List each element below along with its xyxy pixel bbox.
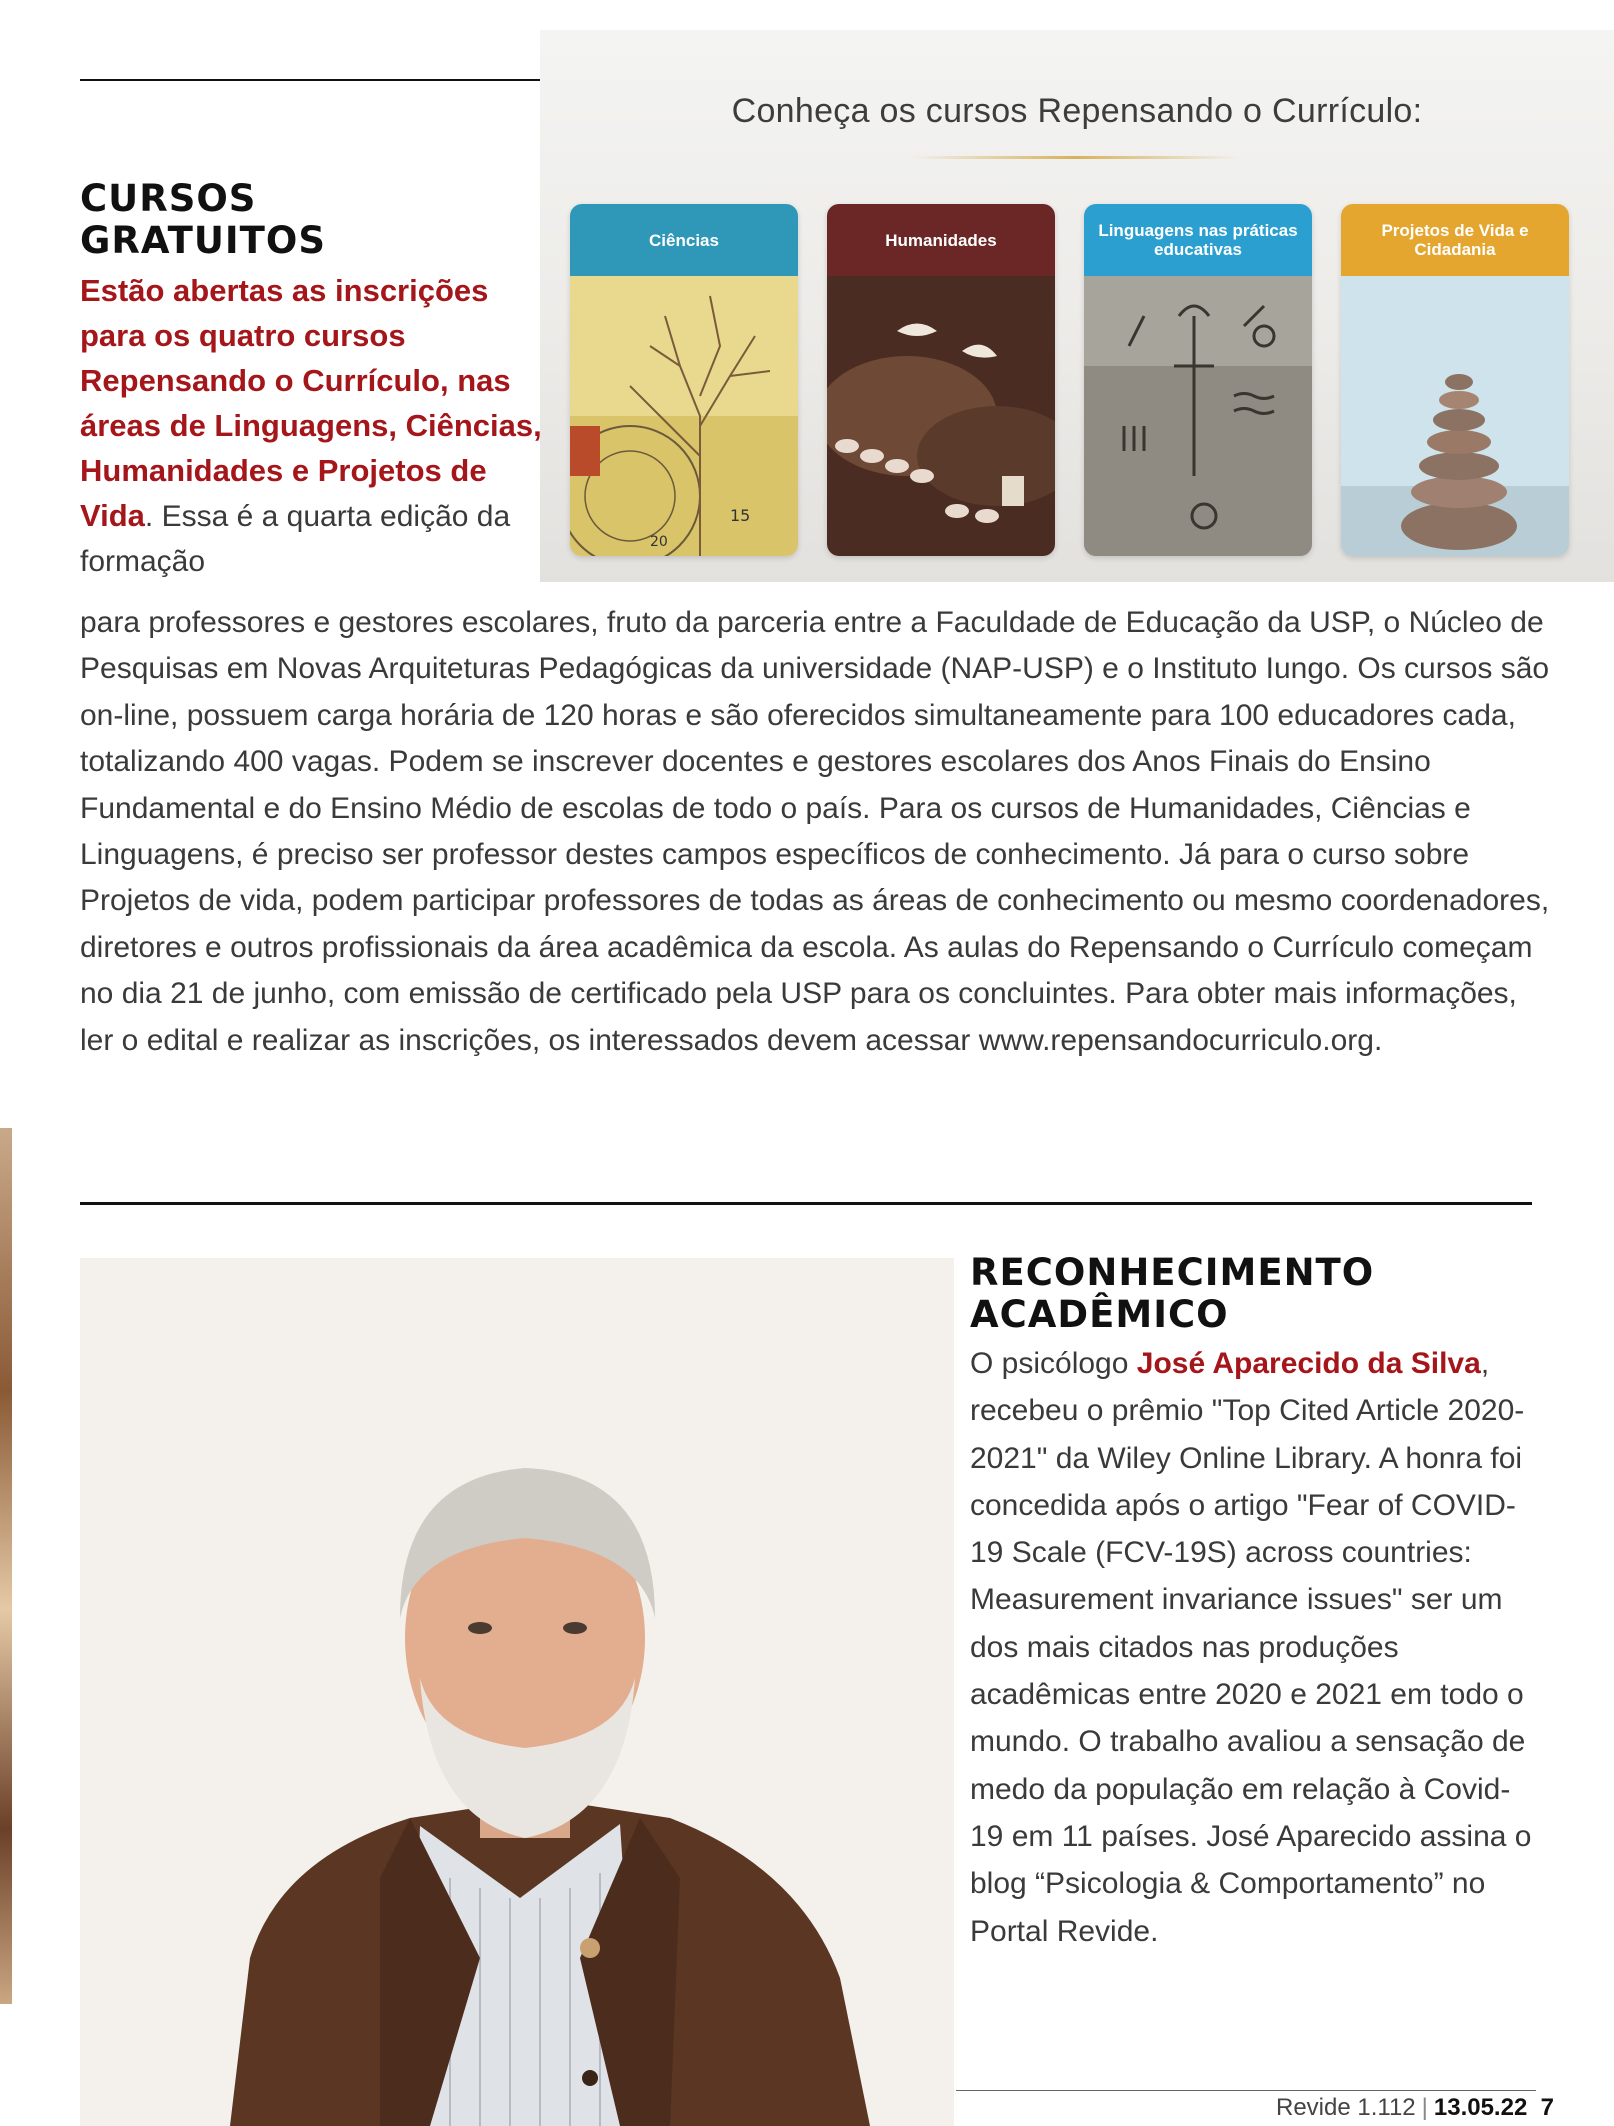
card-image-petroglyphs bbox=[1084, 276, 1312, 556]
card-image-hands bbox=[827, 276, 1055, 556]
page-footer bbox=[1276, 2094, 1554, 2122]
card-humanidades bbox=[827, 204, 1055, 556]
portrait-photo bbox=[80, 1258, 954, 2126]
reconhecimento-title-line1: RECONHECIMENTO bbox=[970, 1251, 1375, 1294]
person-name: José Aparecido da Silva bbox=[1136, 1347, 1481, 1380]
courses-image bbox=[540, 30, 1614, 582]
reconhecimento-section bbox=[970, 1252, 1540, 1955]
cursos-title-line2: GRATUITOS bbox=[80, 219, 327, 262]
footer-rule bbox=[956, 2090, 1536, 2091]
cursos-lead-tail: . Essa é a quarta edição da formação bbox=[80, 500, 511, 578]
cursos-lead-highlight: Estão abertas as inscrições para os quatro cursos Repensando o Currículo, nas áreas de Linguagens, Ciências, Humanidades e Projetos de Vida bbox=[80, 273, 542, 533]
card-linguagens bbox=[1084, 204, 1312, 556]
card-label: Humanidades bbox=[827, 204, 1055, 276]
card-label: Linguagens nas práticas educativas bbox=[1084, 204, 1312, 276]
card-image-stacked-stones bbox=[1341, 276, 1569, 556]
svg-text:20: 20 bbox=[650, 534, 668, 550]
cursos-lead-paragraph bbox=[80, 268, 550, 584]
cursos-title-line1: CURSOS bbox=[80, 177, 257, 220]
card-projetos-de-vida bbox=[1341, 204, 1569, 556]
cursos-body-text: para professores e gestores escolares, fruto da parceria entre a Faculdade de Educação da USP, o Núcleo de Pesquisas em Novas Arquiteturas Pedagógicas da universidade (NAP-USP) e o Instituto Iungo. Os cursos são on-line, possuem carga horária de 120 horas e são oferecidos simultaneamente para 100 educadores cada, totalizando 400 vagas. Podem se inscrever docentes e gestores escolares dos Anos Finais do Ensino Fundamental e do Ensino Médio de escolas de todo o país. Para os cursos de Humanidades, Ciências e Linguagens, é preciso ser professor destes campos específicos de conhecimento. Já para o curso sobre Projetos de vida, podem participar professores de todas as áreas de conhecimento ou mesmo coordenadores, diretores e outros profissionais da área acadêmica da escola. As aulas do Repensando o Currículo começam no dia 21 de junho, com emissão de certificado pela USP para os concluintes. Para obter mais informações, ler o edital e realizar as inscrições, os interessados devem acessar www.repensandocurriculo.org. bbox=[80, 606, 1550, 1057]
reconhecimento-title-line2: ACADÊMICO bbox=[970, 1293, 1229, 1336]
card-image-tree bbox=[570, 276, 798, 556]
footer-separator: | bbox=[1421, 2094, 1428, 2121]
courses-image-title: Conheça os cursos Repensando o Currículo: bbox=[731, 92, 1423, 130]
section-divider bbox=[80, 1202, 1532, 1205]
publication-name: Revide 1.112 bbox=[1275, 2094, 1416, 2121]
issue-date: 13.05.22 bbox=[1433, 2094, 1528, 2121]
page-number: 7 bbox=[1540, 2094, 1554, 2121]
card-label: Projetos de Vida e Cidadania bbox=[1341, 204, 1569, 276]
card-label: Ciências bbox=[570, 204, 798, 276]
top-rule bbox=[80, 79, 542, 81]
svg-text:15: 15 bbox=[730, 506, 751, 525]
adjacent-page-bleed bbox=[0, 1128, 12, 2004]
gold-divider bbox=[910, 156, 1240, 159]
reconhecimento-body bbox=[970, 1340, 1540, 1955]
card-ciencias bbox=[570, 204, 798, 556]
reconhecimento-text: , recebeu o prêmio "Top Cited Article 2020-2021" da Wiley Online Library. A honra foi concedida após o artigo "Fear of COVID-19 Scale (FCV-19S) across countries: Measurement invariance issues" ser um dos mais citados nas produções acadêmicas entre 2020 e 2021 em todo o mundo. O trabalho avaliou a sensação de medo da população em relação à Covid-19 em 11 países. José Aparecido assina o blog “Psicologia & Comportamento” no Portal Revide. bbox=[970, 1347, 1532, 1948]
cursos-heading bbox=[80, 178, 326, 262]
reconhecimento-intro: O psicólogo bbox=[970, 1347, 1137, 1380]
